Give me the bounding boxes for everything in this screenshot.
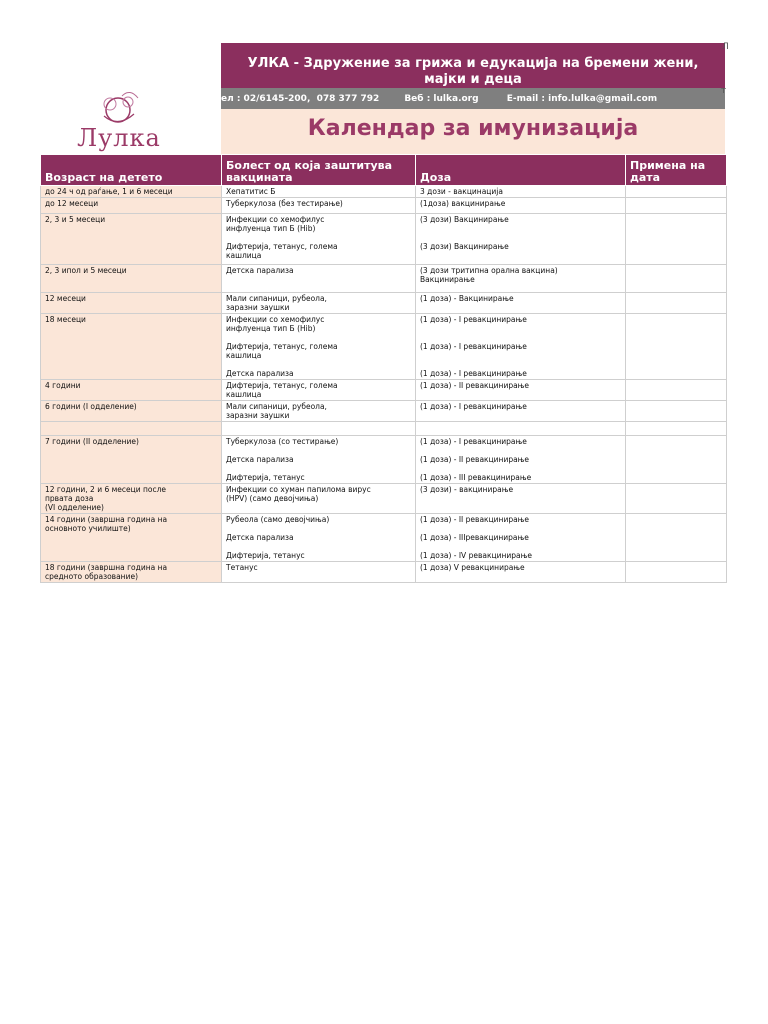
- disease-cell-line: Детска парализа: [226, 369, 294, 378]
- dose-cell: [416, 380, 626, 401]
- age-cell: [41, 436, 222, 484]
- age-cell: [41, 380, 222, 401]
- dose-cell-line: [420, 542, 621, 551]
- dose-cell-line: (1 доза) - IV ревакцинирање: [420, 551, 532, 560]
- dose-cell-line: (3 дози) Вакцинирање: [420, 242, 509, 251]
- age-cell-line: првата доза: [45, 494, 94, 503]
- disease-cell-line: Мали сипаници, рубеола,: [226, 402, 327, 411]
- cut-off-text-mid: т: [721, 86, 727, 96]
- logo-text: Лулка: [77, 124, 161, 152]
- age-cell-line: 2, 3 и 5 месеци: [45, 215, 106, 224]
- age-cell: [41, 514, 222, 562]
- disease-cell-line: [226, 333, 411, 342]
- disease-cell-line: Туберкулоза (со тестирање): [226, 437, 339, 446]
- column-header-age: Возраст на детето: [41, 155, 222, 186]
- table-row: [41, 314, 727, 380]
- dose-cell-line: (3 дози тритипна орална вакцина): [420, 266, 558, 275]
- age-cell-line: 7 години (II одделение): [45, 437, 139, 446]
- date-cell[interactable]: [626, 186, 727, 198]
- dose-cell-line: (1 доза) - Вакцинирање: [420, 294, 514, 303]
- dose-cell-line: (3 дози) Вакцинирање: [420, 215, 509, 224]
- table-body: [41, 186, 727, 583]
- dose-cell-line: [420, 324, 621, 333]
- disease-cell-line: кашлица: [226, 351, 262, 360]
- age-cell-line: 6 години (I одделение): [45, 402, 137, 411]
- dose-cell-line: [420, 446, 621, 455]
- table-row: [41, 265, 727, 293]
- contact-info: ел : 02/6145-200, 078 377 792 Веб : lulka.org E-mail : info.lulka@gmail.com: [221, 94, 658, 104]
- disease-cell-line: Мали сипаници, рубеола,: [226, 294, 327, 303]
- disease-cell: [222, 514, 416, 562]
- age-cell-line: 18 години (завршна година на: [45, 563, 168, 572]
- age-cell-line: основното училиште): [45, 524, 131, 533]
- dose-cell-line: (3 дози) - вакцинирање: [420, 485, 514, 494]
- age-cell-line: 12 години, 2 и 6 месеци после: [45, 485, 167, 494]
- age-cell-line: [45, 423, 217, 432]
- dose-cell-line: [420, 251, 621, 260]
- page-title: Календар за имунизација: [307, 116, 639, 141]
- disease-cell: [222, 562, 416, 583]
- age-cell-line: 14 години (завршна година на: [45, 515, 168, 524]
- dose-cell: [416, 293, 626, 314]
- age-cell: [41, 422, 222, 436]
- disease-cell-line: Детска парализа: [226, 455, 294, 464]
- immunization-table: [40, 154, 727, 583]
- dose-cell-line: (1 доза) - II ревакцинирање: [420, 455, 530, 464]
- cut-off-text-top: Л: [722, 42, 729, 52]
- disease-cell-line: Детска парализа: [226, 266, 294, 275]
- dose-cell: [416, 422, 626, 436]
- disease-cell-line: Детска парализа: [226, 533, 294, 542]
- disease-cell: [222, 484, 416, 514]
- disease-cell-line: Дифтерија, тетанус: [226, 473, 305, 482]
- age-cell-line: средното образование): [45, 572, 138, 581]
- dose-cell-line: [420, 524, 621, 533]
- age-cell: [41, 293, 222, 314]
- dose-cell-line: (1доза) вакцинирање: [420, 199, 506, 208]
- dose-cell-line: [420, 351, 621, 360]
- disease-cell-line: [226, 446, 411, 455]
- dose-cell-line: [420, 423, 621, 432]
- dose-cell: [416, 186, 626, 198]
- age-cell: [41, 401, 222, 422]
- date-cell[interactable]: [626, 422, 727, 436]
- table-row: [41, 186, 727, 198]
- age-cell-line: 12 месеци: [45, 294, 86, 303]
- date-cell[interactable]: [626, 314, 727, 380]
- column-header-dose: Доза: [416, 155, 626, 186]
- dose-cell: [416, 436, 626, 484]
- age-cell: [41, 265, 222, 293]
- dose-cell-line: (1 доза) - I ревакцинирање: [420, 369, 527, 378]
- dose-cell: [416, 401, 626, 422]
- age-cell: [41, 484, 222, 514]
- dose-cell: [416, 314, 626, 380]
- age-cell: [41, 314, 222, 380]
- table-row: [41, 293, 727, 314]
- date-cell[interactable]: [626, 514, 727, 562]
- disease-cell-line: Рубеола (само девојчиња): [226, 515, 330, 524]
- dose-cell-line: (1 доза) - II ревакцинирање: [420, 515, 530, 524]
- date-cell[interactable]: [626, 436, 727, 484]
- age-cell-line: до 24 ч од раѓање, 1 и 6 месеци: [45, 187, 173, 196]
- disease-cell-line: (HPV) (само девојчиња): [226, 494, 319, 503]
- dose-cell-line: (1 доза) - I ревакцинирање: [420, 402, 527, 411]
- age-cell-line: 2, 3 ипол и 5 месеци: [45, 266, 127, 275]
- disease-cell: [222, 314, 416, 380]
- date-cell[interactable]: [626, 265, 727, 293]
- disease-cell-line: Дифтерија, тетанус, голема: [226, 342, 338, 351]
- disease-cell-line: заразни заушки: [226, 303, 290, 312]
- disease-cell-line: Тетанус: [226, 563, 258, 572]
- table-row: [41, 401, 727, 422]
- disease-cell-line: [226, 524, 411, 533]
- disease-cell-line: заразни заушки: [226, 411, 290, 420]
- disease-cell-line: Инфекции со хуман папилома вирус: [226, 485, 371, 494]
- dose-cell: [416, 562, 626, 583]
- table-row: [41, 436, 727, 484]
- disease-cell: [222, 293, 416, 314]
- dose-cell-line: [420, 224, 621, 233]
- age-cell: [41, 186, 222, 198]
- table-row: [41, 198, 727, 214]
- disease-cell: [222, 198, 416, 214]
- date-cell[interactable]: [626, 380, 727, 401]
- disease-cell-line: Хепатитис Б: [226, 187, 276, 196]
- disease-cell: [222, 436, 416, 484]
- dose-cell: [416, 484, 626, 514]
- date-cell[interactable]: [626, 214, 727, 265]
- column-header-disease: Болест од која заштитува вакцината: [222, 155, 416, 186]
- table-row: [41, 380, 727, 401]
- disease-cell-line: Дифтерија, тетанус, голема: [226, 381, 338, 390]
- date-cell[interactable]: [626, 198, 727, 214]
- disease-cell: [222, 422, 416, 436]
- disease-cell-line: инфлуенца тип Б (Hib): [226, 324, 316, 333]
- disease-cell-line: Дифтерија, тетанус, голема: [226, 242, 338, 251]
- age-cell-line: 18 месеци: [45, 315, 86, 324]
- disease-cell-line: [226, 464, 411, 473]
- table-row: [41, 514, 727, 562]
- disease-cell: [222, 186, 416, 198]
- dose-cell-line: (1 доза) - III ревакцинирање: [420, 473, 532, 482]
- date-cell[interactable]: [626, 562, 727, 583]
- disease-cell-line: Дифтерија, тетанус: [226, 551, 305, 560]
- disease-cell: [222, 265, 416, 293]
- date-cell[interactable]: [626, 484, 727, 514]
- disease-cell-line: [226, 360, 411, 369]
- dose-cell: [416, 214, 626, 265]
- table-row: [41, 484, 727, 514]
- age-cell: [41, 198, 222, 214]
- disease-cell-line: кашлица: [226, 251, 262, 260]
- disease-cell-line: Инфекции со хемофилус: [226, 315, 325, 324]
- dose-cell: [416, 514, 626, 562]
- date-cell[interactable]: [626, 401, 727, 422]
- table-row: [41, 214, 727, 265]
- dose-cell-line: (1 доза) - IIIревакцинирање: [420, 533, 529, 542]
- dose-cell-line: [420, 360, 621, 369]
- dose-cell-line: [420, 333, 621, 342]
- organization-title: УЛКА - Здружение за грижа и едукација на бремени жени, мајки и деца: [247, 56, 699, 87]
- disease-cell-line: [226, 233, 411, 242]
- disease-cell-line: [226, 423, 411, 432]
- dose-cell-line: [420, 464, 621, 473]
- dose-cell-line: (1 доза) - II ревакцинирање: [420, 381, 530, 390]
- table-row: [41, 422, 727, 436]
- age-cell-line: (VI одделение): [45, 503, 104, 512]
- disease-cell: [222, 214, 416, 265]
- table-row: [41, 562, 727, 583]
- dose-cell-line: (1 доза) V ревакцинирање: [420, 563, 525, 572]
- dose-cell-line: Вакцинирање: [420, 275, 475, 284]
- table-header-row: [41, 155, 727, 186]
- disease-cell-line: кашлица: [226, 390, 262, 399]
- age-cell-line: 4 години: [45, 381, 81, 390]
- age-cell: [41, 214, 222, 265]
- disease-cell-line: инфлуенца тип Б (Hib): [226, 224, 316, 233]
- age-cell-line: до 12 месеци: [45, 199, 99, 208]
- dose-cell-line: 3 дози - вакцинација: [420, 187, 503, 196]
- age-cell: [41, 562, 222, 583]
- disease-cell: [222, 380, 416, 401]
- disease-cell: [222, 401, 416, 422]
- column-header-date: Примена на дата: [626, 155, 727, 186]
- disease-cell-line: [226, 542, 411, 551]
- dose-cell-line: (1 доза) - I ревакцинирање: [420, 437, 527, 446]
- dose-cell: [416, 265, 626, 293]
- dose-cell-line: (1 доза) - I ревакцинирање: [420, 315, 527, 324]
- disease-cell-line: Туберкулоза (без тестирање): [226, 199, 343, 208]
- dose-cell: [416, 198, 626, 214]
- date-cell[interactable]: [626, 293, 727, 314]
- disease-cell-line: Инфекции со хемофилус: [226, 215, 325, 224]
- dose-cell-line: [420, 233, 621, 242]
- dose-cell-line: (1 доза) - I ревакцинирање: [420, 342, 527, 351]
